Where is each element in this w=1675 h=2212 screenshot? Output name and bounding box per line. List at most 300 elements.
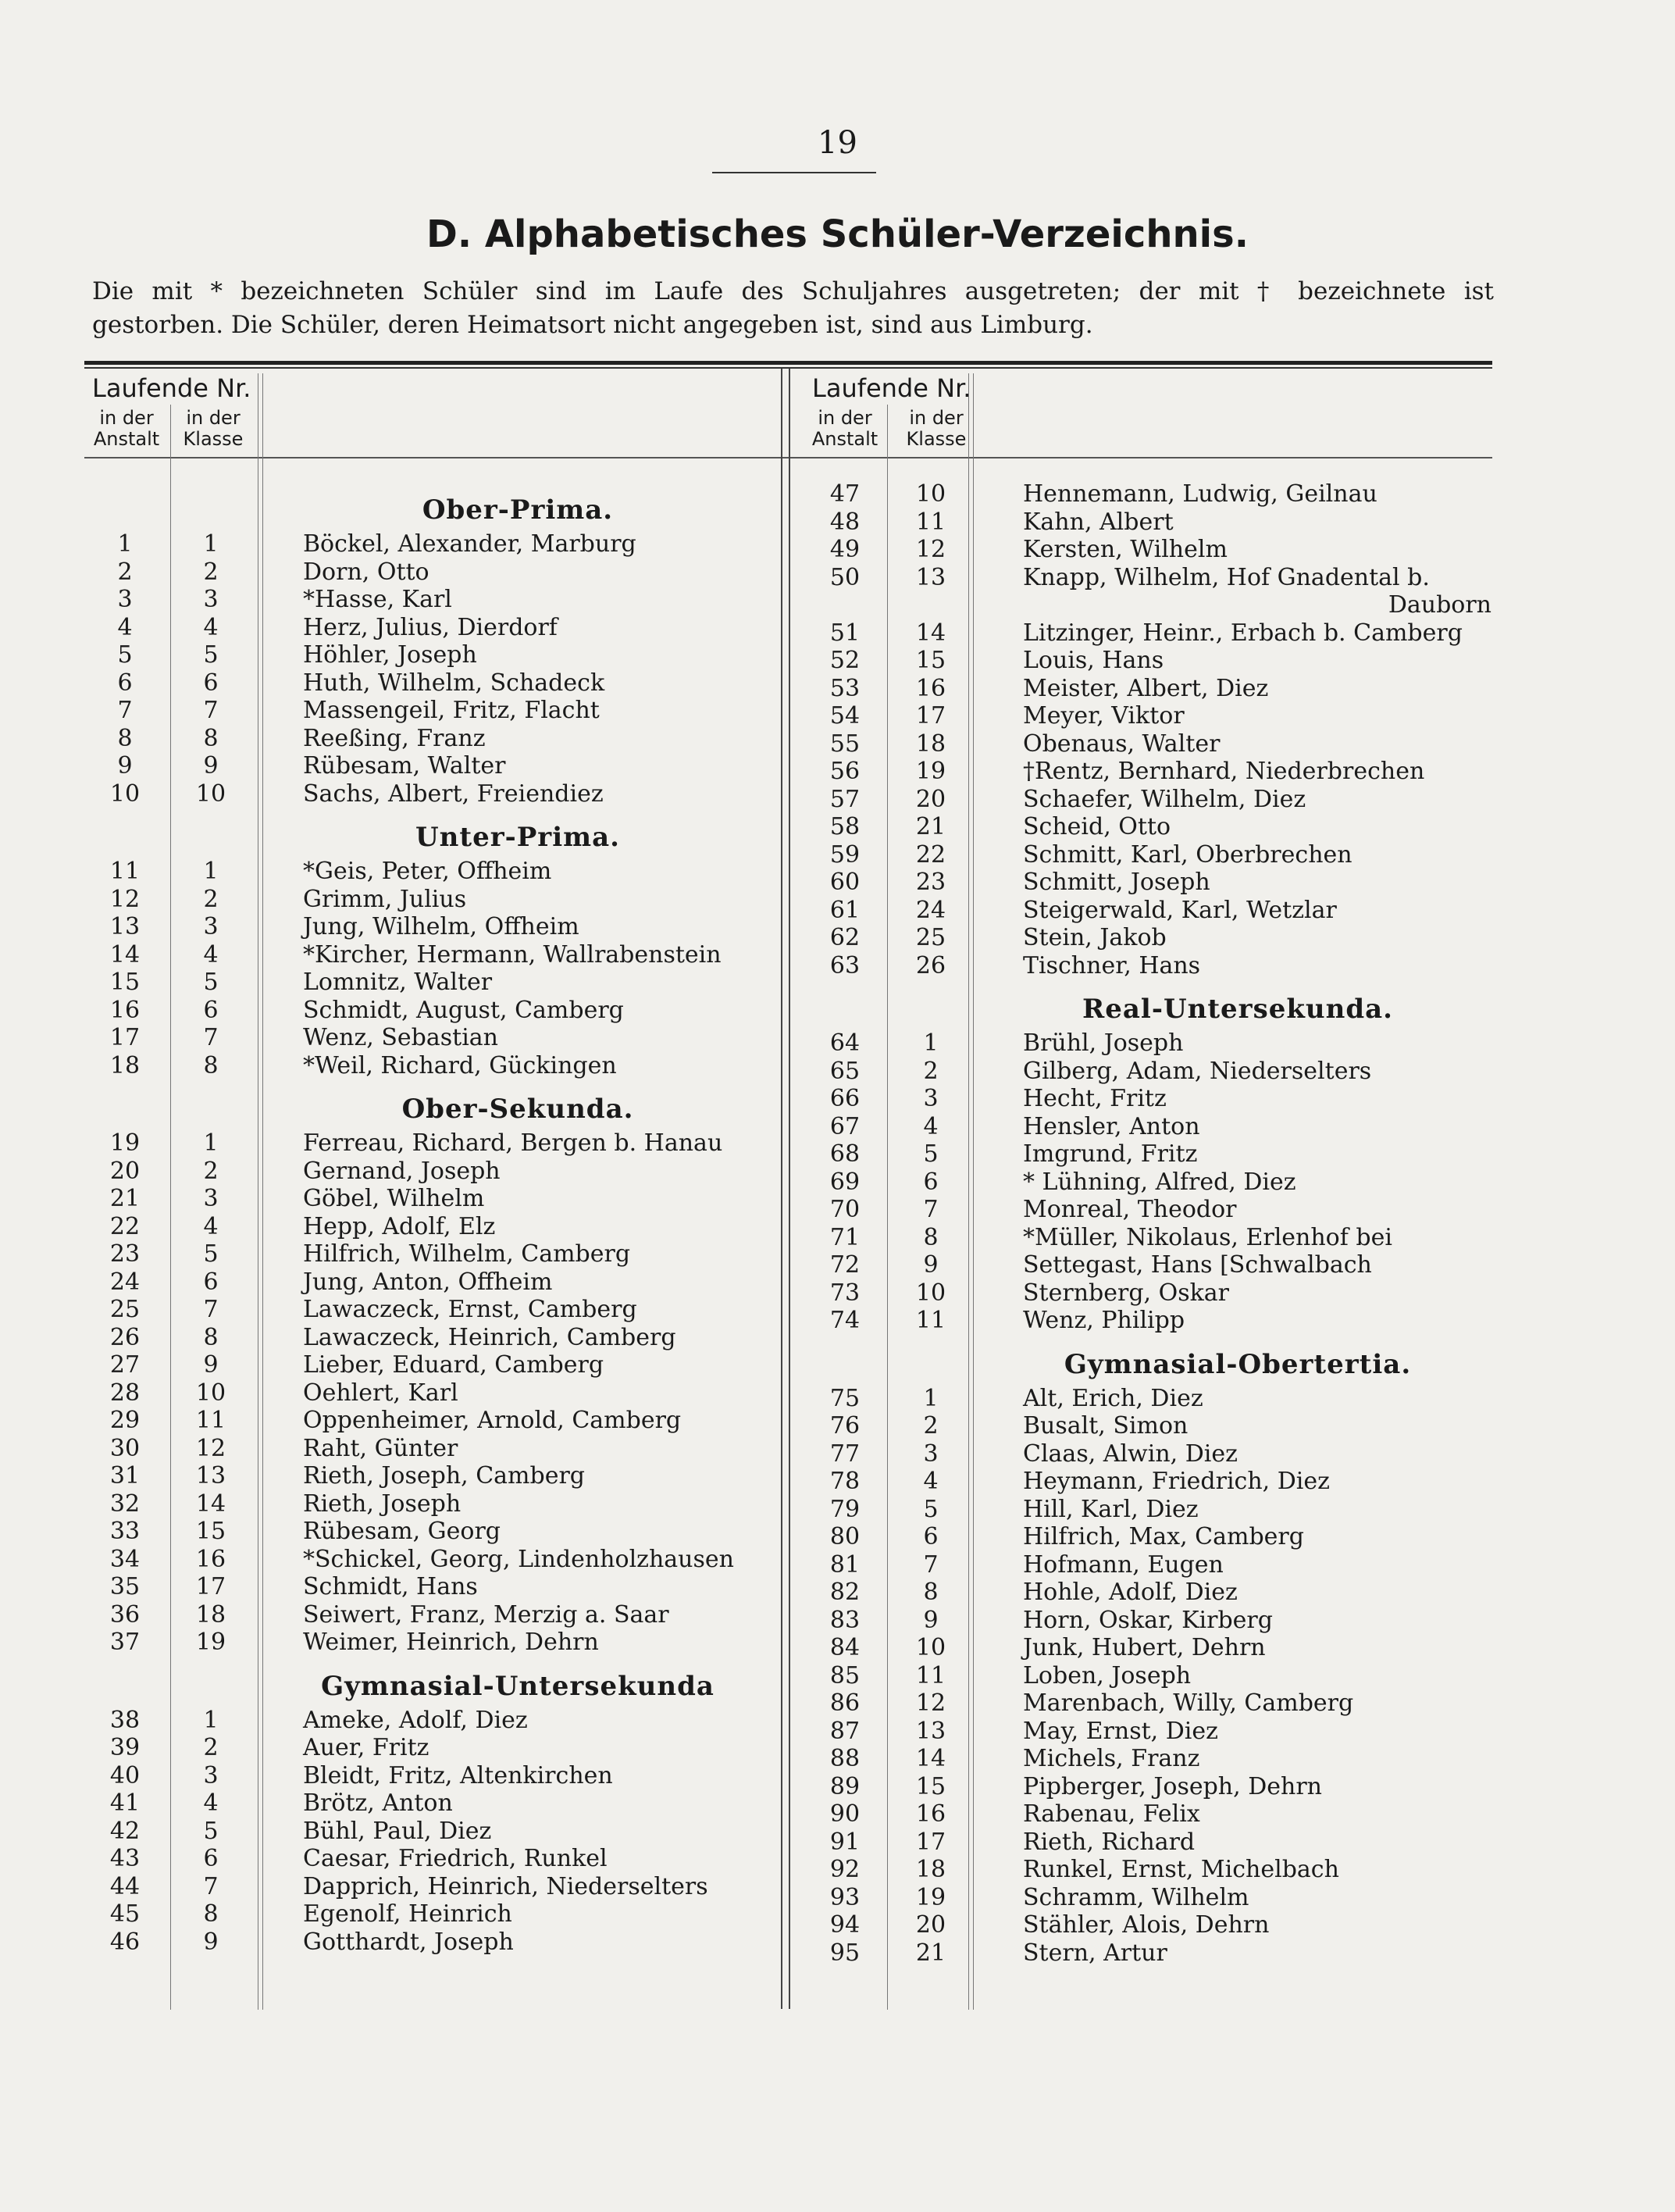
table-row: [804, 1634, 1491, 1662]
klasse-number: 10: [195, 780, 226, 808]
header-in-der: in der: [186, 407, 241, 429]
anstalt-number: 29: [109, 1407, 141, 1434]
klasse-number: 18: [915, 730, 946, 758]
student-name: Runkel, Ernst, Michelbach: [1023, 1856, 1339, 1883]
klasse-number: 8: [203, 724, 219, 752]
table-row: [84, 752, 772, 780]
klasse-number: 3: [203, 1761, 219, 1789]
table-row: [84, 1789, 772, 1818]
student-name: Caesar, Friedrich, Runkel: [303, 1845, 608, 1872]
table-row: [84, 1762, 772, 1790]
vline-center-2: [789, 369, 790, 2009]
student-name: Loben, Joseph: [1023, 1661, 1192, 1689]
table-row: [84, 1734, 772, 1762]
student-name: Kahn, Albert: [1023, 508, 1174, 536]
table-row: [804, 1911, 1491, 1939]
table-row: [804, 1440, 1491, 1468]
table-row: [84, 858, 772, 886]
intro-line-1: Die mit * bezeichneten Schüler sind im Laufe des Schuljahres ausgetreten; der mit † bezeichnete ist: [92, 277, 1494, 305]
table-row: [84, 1185, 772, 1213]
table-row: [804, 1196, 1491, 1224]
table-row: [804, 1745, 1491, 1773]
table-row: [804, 1412, 1491, 1440]
klasse-number: 19: [915, 1883, 946, 1911]
table-row: [84, 1351, 772, 1379]
student-name: Monreal, Theodor: [1023, 1196, 1237, 1223]
student-name: Stähler, Alois, Dehrn: [1023, 1911, 1270, 1939]
table-row: [84, 1518, 772, 1546]
page-title: D. Alphabetisches Schüler-Verzeichnis.: [426, 212, 1249, 256]
anstalt-number: 11: [109, 858, 141, 885]
klasse-number: 6: [923, 1523, 939, 1550]
klasse-number: 16: [915, 674, 946, 702]
table-row: [84, 1462, 772, 1490]
anstalt-number: 15: [109, 969, 141, 996]
klasse-number: 18: [195, 1600, 226, 1629]
table-top-rule: [84, 361, 1492, 365]
klasse-number: 13: [915, 563, 946, 591]
student-name: Rübesam, Walter: [303, 752, 506, 780]
student-name: *Müller, Nikolaus, Erlenhof bei: [1023, 1223, 1392, 1251]
table-row: [804, 1662, 1491, 1690]
klasse-number: 2: [923, 1057, 939, 1085]
klasse-number: 14: [915, 619, 946, 647]
klasse-number: 5: [203, 1817, 219, 1845]
student-name: Horn, Oskar, Kirberg: [1023, 1606, 1273, 1634]
anstalt-number: 32: [109, 1490, 141, 1518]
student-name: Sternberg, Oskar: [1023, 1279, 1229, 1307]
anstalt-number: 33: [109, 1518, 141, 1545]
klasse-number: 7: [203, 1296, 219, 1323]
section-heading: Ober-Sekunda.: [401, 1094, 634, 1125]
anstalt-number: 5: [117, 641, 133, 669]
section-heading: Ober-Prima.: [422, 494, 614, 526]
right-column: [804, 480, 1491, 1967]
anstalt-number: 74: [829, 1307, 861, 1334]
student-name: Weimer, Heinrich, Dehrn: [303, 1629, 599, 1656]
klasse-number: 12: [915, 536, 946, 563]
anstalt-number: 65: [829, 1057, 861, 1085]
student-name: Rieth, Joseph, Camberg: [303, 1462, 586, 1490]
student-name: * Lühning, Alfred, Diez: [1023, 1168, 1296, 1196]
table-row: [84, 1268, 772, 1297]
header-anstalt: Anstalt: [93, 428, 160, 450]
anstalt-number: 64: [829, 1029, 861, 1057]
header-klasse: Klasse: [906, 428, 967, 450]
klasse-number: 2: [203, 1734, 219, 1761]
student-name: Bleidt, Fritz, Altenkirchen: [303, 1761, 613, 1789]
anstalt-number: 94: [829, 1911, 861, 1939]
table-row: [804, 1856, 1491, 1884]
klasse-number: 13: [915, 1717, 946, 1745]
anstalt-number: 1: [117, 530, 133, 558]
student-name: Rieth, Joseph: [303, 1490, 462, 1518]
header-in-der: in der: [818, 407, 872, 429]
student-name: Pipberger, Joseph, Dehrn: [1023, 1772, 1322, 1800]
klasse-number: 17: [195, 1573, 226, 1600]
section-real-untersekunda: [804, 1029, 1491, 1335]
anstalt-number: 3: [117, 586, 133, 613]
table-row: [804, 1718, 1491, 1746]
student-name: Dapprich, Heinrich, Niederselters: [303, 1872, 708, 1900]
anstalt-number: 70: [829, 1196, 861, 1223]
student-name: Schramm, Wilhelm: [1023, 1883, 1249, 1911]
anstalt-number: 73: [829, 1279, 861, 1307]
student-name: Ameke, Adolf, Diez: [303, 1706, 528, 1734]
klasse-number: 16: [915, 1800, 946, 1828]
klasse-number: 15: [915, 1772, 946, 1800]
table-row: [804, 1800, 1491, 1828]
anstalt-number: 17: [109, 1024, 141, 1051]
anstalt-number: 90: [829, 1800, 861, 1828]
anstalt-number: 77: [829, 1440, 861, 1468]
klasse-number: 3: [203, 913, 219, 940]
anstalt-number: 72: [829, 1251, 861, 1279]
student-name: Schmidt, August, Camberg: [303, 996, 624, 1024]
anstalt-number: 46: [109, 1928, 141, 1956]
klasse-number: 15: [915, 647, 946, 674]
klasse-number: 3: [203, 1185, 219, 1212]
klasse-number: 4: [923, 1112, 939, 1140]
anstalt-number: 82: [829, 1579, 861, 1606]
klasse-number: 19: [195, 1629, 226, 1656]
klasse-number: 21: [915, 1939, 946, 1967]
klasse-number: 12: [915, 1689, 946, 1717]
student-name: Claas, Alwin, Diez: [1023, 1440, 1238, 1468]
student-name: Brötz, Anton: [303, 1789, 453, 1817]
klasse-number: 10: [915, 1634, 946, 1661]
table-row: [84, 780, 772, 808]
anstalt-number: 21: [109, 1185, 141, 1212]
klasse-number: 3: [923, 1085, 939, 1112]
table-row: [84, 586, 772, 614]
student-name: Schmitt, Joseph: [1023, 869, 1210, 896]
header-klasse: Klasse: [183, 428, 244, 450]
klasse-number: 6: [923, 1168, 939, 1196]
section-gym-untersekunda: [84, 1707, 772, 1957]
table-row: [84, 1601, 772, 1629]
table-row: [804, 924, 1491, 952]
klasse-number: 9: [923, 1606, 939, 1634]
anstalt-number: 52: [829, 647, 861, 674]
student-name: Egenolf, Heinrich: [303, 1900, 512, 1928]
table-row: [84, 1845, 772, 1873]
klasse-number: 13: [195, 1462, 226, 1490]
anstalt-number: 88: [829, 1745, 861, 1772]
table-row: [804, 1385, 1491, 1413]
table-row: [84, 886, 772, 914]
table-row: [84, 1324, 772, 1352]
anstalt-number: 83: [829, 1606, 861, 1634]
student-name: Settegast, Hans [Schwalbach: [1023, 1251, 1372, 1279]
klasse-number: 7: [203, 1024, 219, 1051]
student-name: Junk, Hubert, Dehrn: [1023, 1634, 1266, 1661]
klasse-number: 10: [915, 480, 946, 508]
anstalt-number: 14: [109, 940, 141, 969]
anstalt-number: 75: [829, 1384, 861, 1412]
klasse-number: 22: [915, 840, 946, 869]
student-name: Lawaczeck, Heinrich, Camberg: [303, 1323, 676, 1351]
klasse-number: 16: [195, 1545, 226, 1573]
table-row: [84, 641, 772, 669]
student-name: Lawaczeck, Ernst, Camberg: [303, 1296, 637, 1323]
table-row: [804, 1251, 1491, 1279]
table-row: [804, 1029, 1491, 1058]
table-row: [804, 869, 1491, 897]
table-row: [804, 1058, 1491, 1086]
klasse-number: 24: [915, 896, 946, 924]
table-row: [804, 1579, 1491, 1607]
table-row: [804, 1828, 1491, 1857]
student-name: Kersten, Wilhelm: [1023, 536, 1228, 563]
anstalt-number: 66: [829, 1085, 861, 1112]
anstalt-number: 12: [109, 885, 141, 913]
anstalt-number: 78: [829, 1468, 861, 1495]
student-name: Busalt, Simon: [1023, 1412, 1189, 1440]
table-row: [84, 1240, 772, 1268]
klasse-number: 5: [923, 1495, 939, 1523]
table-row: [84, 1707, 772, 1735]
anstalt-number: 93: [829, 1883, 861, 1911]
anstalt-number: 57: [829, 785, 861, 813]
table-row: [804, 591, 1491, 619]
anstalt-number: 25: [109, 1296, 141, 1323]
table-row: [84, 1129, 772, 1158]
table-row: [84, 1573, 772, 1601]
section-unter-prima: [84, 858, 772, 1079]
anstalt-number: 84: [829, 1634, 861, 1661]
anstalt-number: 48: [829, 508, 861, 536]
anstalt-number: 40: [109, 1761, 141, 1789]
student-name: Hohle, Adolf, Diez: [1023, 1579, 1238, 1606]
table-row: [84, 669, 772, 697]
intro-text: [92, 275, 1494, 342]
klasse-number: 7: [923, 1550, 939, 1579]
table-row: [84, 1158, 772, 1186]
student-name: *Schickel, Georg, Lindenholzhausen: [303, 1545, 734, 1573]
klasse-number: 8: [203, 1051, 219, 1079]
anstalt-number: 85: [829, 1661, 861, 1689]
anstalt-number: 6: [117, 669, 133, 697]
anstalt-number: 24: [109, 1268, 141, 1296]
klasse-number: 2: [923, 1412, 939, 1440]
table-row: [804, 1279, 1491, 1308]
anstalt-number: 92: [829, 1856, 861, 1883]
anstalt-number: 95: [829, 1939, 861, 1967]
anstalt-number: 68: [829, 1140, 861, 1168]
table-row: [804, 730, 1491, 758]
student-name: Wenz, Sebastian: [303, 1024, 498, 1051]
table-row: [804, 1607, 1491, 1635]
table-row: [804, 1085, 1491, 1113]
klasse-number: 1: [923, 1029, 939, 1057]
klasse-number: 11: [915, 1661, 946, 1689]
klasse-number: 10: [195, 1379, 226, 1407]
student-name: Lieber, Eduard, Camberg: [303, 1351, 604, 1379]
anstalt-number: 54: [829, 702, 861, 730]
section-heading: Real-Untersekunda.: [1082, 994, 1393, 1025]
student-name: †Rentz, Bernhard, Niederbrechen: [1023, 758, 1425, 785]
anstalt-number: 22: [109, 1212, 141, 1240]
student-name: Raht, Günter: [303, 1434, 458, 1462]
anstalt-number: 63: [829, 951, 861, 979]
intro-line-2: gestorben. Die Schüler, deren Heimatsort nicht angegeben ist, sind aus Limburg.: [92, 311, 1093, 339]
student-name: Ferreau, Richard, Bergen b. Hanau: [303, 1129, 723, 1157]
table-row: [804, 619, 1491, 648]
klasse-number: 7: [203, 697, 219, 724]
student-name: Gotthardt, Joseph: [303, 1928, 514, 1956]
section-gym-obertertia: [804, 1385, 1491, 1968]
student-name: Hilfrich, Max, Camberg: [1023, 1523, 1304, 1550]
klasse-number: 20: [915, 785, 946, 813]
anstalt-number: 38: [109, 1706, 141, 1734]
header-klasse-left: [172, 408, 255, 450]
header-laufende-right: Laufende Nr.: [812, 373, 971, 403]
table-row: [804, 1551, 1491, 1579]
student-name: Scheid, Otto: [1023, 813, 1171, 840]
table-row: [84, 558, 772, 587]
student-name: Hensler, Anton: [1023, 1112, 1200, 1140]
klasse-number: 17: [915, 1828, 946, 1856]
student-name: *Kircher, Hermann, Wallrabenstein: [303, 940, 722, 969]
table-row: [804, 1468, 1491, 1496]
student-name: Rübesam, Georg: [303, 1518, 501, 1545]
anstalt-number: 45: [109, 1900, 141, 1928]
table-row: [84, 913, 772, 941]
anstalt-number: 53: [829, 674, 861, 702]
section-heading: Unter-Prima.: [415, 822, 620, 853]
anstalt-number: 8: [117, 724, 133, 752]
anstalt-number: 10: [109, 780, 141, 808]
student-name: Göbel, Wilhelm: [303, 1185, 485, 1212]
anstalt-number: 60: [829, 869, 861, 896]
anstalt-number: 56: [829, 758, 861, 785]
student-name: Imgrund, Fritz: [1023, 1140, 1198, 1168]
table-row: [84, 1296, 772, 1324]
section-gym-untersekunda-cont: [804, 480, 1491, 979]
header-in-der: in der: [99, 407, 154, 429]
klasse-number: 2: [203, 885, 219, 913]
student-name: Stern, Artur: [1023, 1939, 1167, 1967]
klasse-number: 8: [203, 1900, 219, 1928]
left-column: [84, 480, 772, 1956]
klasse-number: 9: [203, 1928, 219, 1956]
section-heading: Gymnasial-Obertertia.: [1064, 1348, 1412, 1380]
klasse-number: 14: [915, 1745, 946, 1772]
table-row: [804, 841, 1491, 869]
table-row: [84, 697, 772, 725]
table-row: [84, 725, 772, 753]
student-name: Stein, Jakob: [1023, 924, 1167, 951]
student-name: Dauborn: [1388, 591, 1491, 619]
anstalt-number: 61: [829, 896, 861, 924]
section-ober-sekunda: [84, 1129, 772, 1657]
student-name: Hofmann, Eugen: [1023, 1550, 1224, 1579]
student-name: Jung, Wilhelm, Offheim: [303, 913, 579, 940]
anstalt-number: 80: [829, 1523, 861, 1550]
header-klasse-right: [893, 408, 979, 450]
student-name: Rabenau, Felix: [1023, 1800, 1200, 1828]
klasse-number: 2: [203, 558, 219, 586]
klasse-number: 18: [915, 1856, 946, 1883]
student-name: Seiwert, Franz, Merzig a. Saar: [303, 1600, 669, 1629]
student-name: Dorn, Otto: [303, 558, 429, 586]
klasse-number: 7: [923, 1196, 939, 1223]
student-name: Hennemann, Ludwig, Geilnau: [1023, 480, 1377, 508]
anstalt-number: 79: [829, 1495, 861, 1523]
klasse-number: 25: [915, 924, 946, 951]
anstalt-number: 18: [109, 1051, 141, 1079]
student-name: Massengeil, Fritz, Flacht: [303, 697, 600, 724]
anstalt-number: 51: [829, 619, 861, 647]
anstalt-number: 86: [829, 1689, 861, 1717]
klasse-number: 21: [915, 813, 946, 840]
klasse-number: 6: [203, 1845, 219, 1872]
table-row: [84, 530, 772, 558]
table-row: [804, 1884, 1491, 1912]
anstalt-number: 27: [109, 1351, 141, 1379]
klasse-number: 26: [915, 951, 946, 979]
klasse-number: 10: [915, 1279, 946, 1307]
klasse-number: 4: [203, 1789, 219, 1817]
klasse-number: 5: [203, 641, 219, 669]
student-name: Heymann, Friedrich, Diez: [1023, 1468, 1330, 1495]
klasse-number: 2: [203, 1157, 219, 1185]
klasse-number: 1: [203, 1129, 219, 1157]
klasse-number: 8: [203, 1323, 219, 1351]
vline-center-1: [781, 369, 782, 2009]
klasse-number: 3: [203, 586, 219, 613]
table-row: [84, 1052, 772, 1080]
anstalt-number: 76: [829, 1412, 861, 1440]
student-name: Gernand, Joseph: [303, 1157, 501, 1185]
anstalt-number: 4: [117, 613, 133, 641]
student-name: Michels, Franz: [1023, 1745, 1200, 1772]
table-row: [804, 647, 1491, 675]
section-heading: Gymnasial-Untersekunda: [321, 1670, 715, 1702]
student-name: Meister, Albert, Diez: [1023, 674, 1269, 702]
anstalt-number: 19: [109, 1129, 141, 1157]
klasse-number: 7: [203, 1872, 219, 1900]
anstalt-number: 49: [829, 536, 861, 563]
student-name: Schmitt, Karl, Oberbrechen: [1023, 840, 1352, 869]
anstalt-number: 81: [829, 1550, 861, 1579]
klasse-number: 6: [203, 1268, 219, 1296]
table-row: [804, 1168, 1491, 1197]
klasse-number: 11: [195, 1407, 226, 1434]
student-name: Knapp, Wilhelm, Hof Gnadental b.: [1023, 563, 1430, 591]
klasse-number: 17: [915, 702, 946, 730]
student-name: Auer, Fritz: [303, 1734, 429, 1761]
page-number: 19: [818, 125, 857, 161]
anstalt-number: 23: [109, 1240, 141, 1268]
student-name: *Geis, Peter, Offheim: [303, 858, 552, 885]
table-row: [804, 1939, 1491, 1968]
klasse-number: 19: [915, 758, 946, 785]
table-row: [84, 1818, 772, 1846]
klasse-number: 4: [203, 940, 219, 969]
klasse-number: 1: [203, 530, 219, 558]
klasse-number: 1: [203, 1706, 219, 1734]
student-name: Wenz, Philipp: [1023, 1307, 1185, 1334]
student-name: *Hasse, Karl: [303, 586, 452, 613]
anstalt-number: 91: [829, 1828, 861, 1856]
student-name: Obenaus, Walter: [1023, 730, 1221, 758]
anstalt-number: 44: [109, 1872, 141, 1900]
table-row: [84, 1213, 772, 1241]
anstalt-number: 41: [109, 1789, 141, 1817]
anstalt-number: 71: [829, 1223, 861, 1251]
